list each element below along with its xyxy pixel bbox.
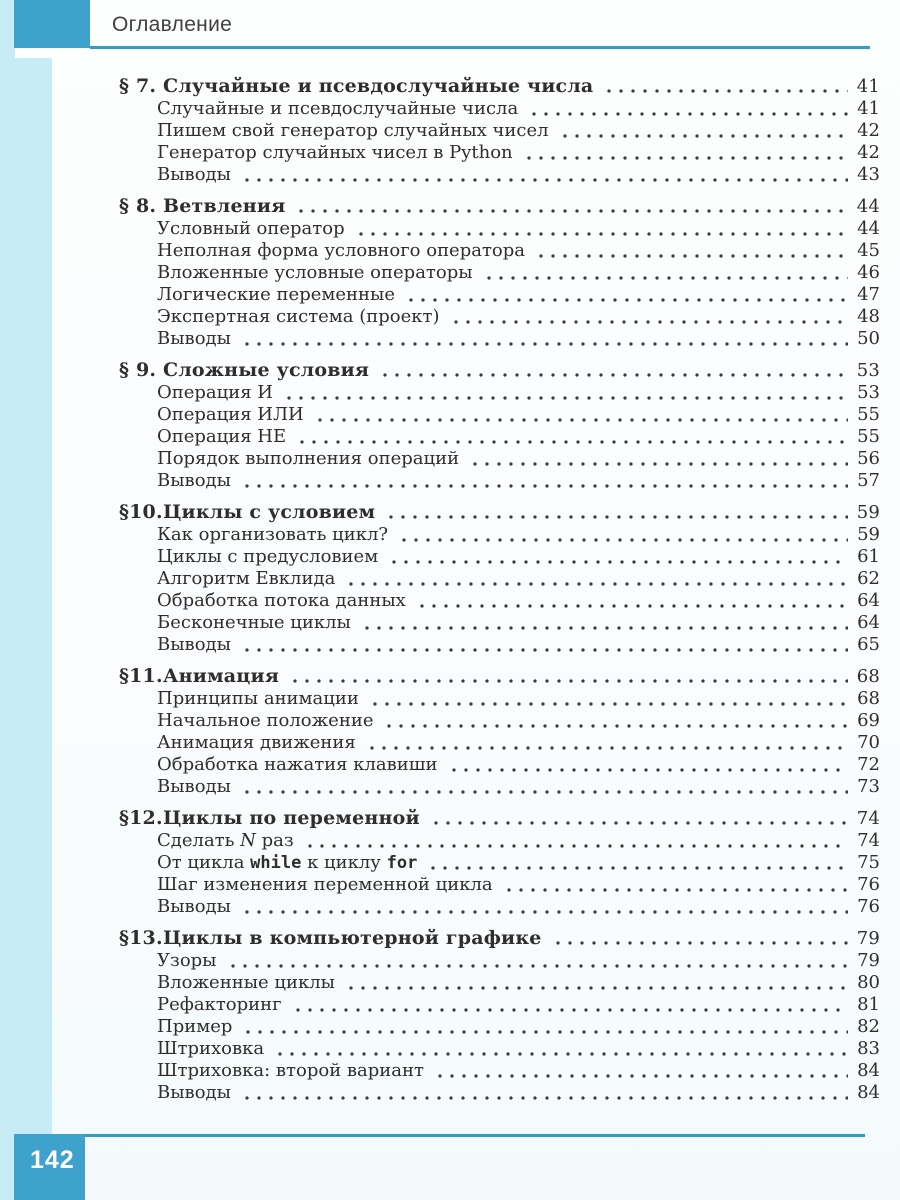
item-title: Операция И (157, 382, 274, 403)
toc-item (119, 546, 880, 568)
left-margin-strip (0, 58, 52, 1200)
section-label: §13. (119, 927, 163, 949)
dot-leader (353, 218, 848, 240)
toc-item (119, 590, 880, 612)
toc-item (119, 568, 880, 590)
item-page-number: 84 (857, 1060, 880, 1081)
dot-leader (448, 306, 848, 328)
item-title: Бесконечные циклы (157, 612, 351, 633)
item-title: Выводы (157, 896, 231, 917)
item-page-number: 56 (857, 448, 880, 469)
item-title: Выводы (157, 776, 231, 797)
item-title: Штриховка (157, 1038, 265, 1059)
item-page-number: 82 (857, 1016, 880, 1037)
item-page-number: 84 (857, 1082, 880, 1103)
item-title: Выводы (157, 328, 231, 349)
dot-leader (383, 500, 848, 524)
item-page-number: 55 (857, 426, 880, 447)
dot-leader (367, 688, 848, 710)
item-page-number: 61 (857, 546, 880, 567)
dot-leader (557, 120, 848, 142)
page-title: Оглавление (112, 13, 233, 36)
toc-item (119, 950, 880, 972)
toc-section (119, 926, 880, 1104)
dot-leader (533, 240, 848, 262)
section-title: Случайные и псевдослучайные числа (163, 75, 594, 97)
page-edge-strip (0, 0, 15, 62)
item-page-number: 57 (857, 470, 880, 491)
item-title: Операция ИЛИ (157, 404, 304, 425)
dot-leader (526, 98, 848, 120)
dot-leader (272, 1038, 848, 1060)
dot-leader (239, 776, 848, 798)
toc-item (119, 262, 880, 284)
item-title-segment: раз (255, 830, 294, 851)
toc-item (119, 328, 880, 350)
item-title: Выводы (157, 634, 231, 655)
toc (119, 74, 880, 1104)
item-page-number: 44 (857, 218, 880, 239)
toc-item (119, 688, 880, 710)
item-title: Порядок выполнения операций (157, 448, 460, 469)
item-title: Операция НЕ (157, 426, 287, 447)
dot-leader (293, 194, 848, 218)
item-title: Принципы анимации (157, 688, 359, 709)
toc-section-header (119, 806, 880, 830)
toc-section (119, 194, 880, 350)
header-rule (90, 46, 870, 49)
toc-section (119, 500, 880, 656)
toc-item (119, 404, 880, 426)
toc-item (119, 710, 880, 732)
dot-leader (239, 896, 848, 918)
dot-leader (521, 142, 848, 164)
item-title: Пишем свой генератор случайных чисел (157, 120, 549, 141)
toc-item (119, 1038, 880, 1060)
dot-leader (403, 284, 848, 306)
item-title-segment: for (386, 853, 418, 873)
dot-leader (239, 634, 848, 656)
section-page-number: 44 (856, 196, 880, 217)
item-title: Шаг изменения переменной цикла (157, 874, 493, 895)
dot-leader (396, 524, 848, 546)
toc-item (119, 852, 880, 874)
item-title: Рефакторинг (157, 994, 282, 1015)
header-corner-block (14, 0, 90, 48)
item-page-number: 42 (857, 142, 880, 163)
toc-item (119, 448, 880, 470)
dot-leader (414, 590, 848, 612)
toc-item (119, 896, 880, 918)
item-title (157, 852, 417, 874)
item-page-number: 68 (857, 688, 880, 709)
toc-item (119, 524, 880, 546)
item-page-number: 59 (857, 524, 880, 545)
toc-item (119, 1016, 880, 1038)
dot-leader (343, 972, 848, 994)
dot-leader (239, 328, 848, 350)
item-title: Неполная форма условного оператора (157, 240, 526, 261)
item-title-segment: От цикла (157, 852, 251, 873)
item-title-segment: к циклу (301, 852, 387, 873)
item-page-number: 76 (857, 874, 880, 895)
dot-leader (386, 546, 848, 568)
dot-leader (359, 612, 848, 634)
toc-section-header (119, 194, 880, 218)
section-title: Циклы с условием (163, 501, 376, 523)
section-page-number: 74 (856, 808, 880, 829)
section-label: §11. (119, 665, 163, 687)
dot-leader (239, 470, 848, 492)
dot-leader (501, 874, 848, 896)
item-page-number: 75 (857, 852, 880, 873)
toc-item (119, 142, 880, 164)
item-title: Выводы (157, 1082, 231, 1103)
item-title: Выводы (157, 470, 231, 491)
toc-item (119, 426, 880, 448)
dot-leader (550, 926, 848, 950)
item-page-number: 55 (857, 404, 880, 425)
section-title: Ветвления (163, 195, 286, 217)
dot-leader (240, 1016, 848, 1038)
toc-item (119, 994, 880, 1016)
item-page-number: 70 (857, 732, 880, 753)
item-title-segment: while (250, 853, 302, 873)
toc-item (119, 972, 880, 994)
page-number: 142 (30, 1146, 75, 1174)
item-title: Выводы (157, 164, 231, 185)
item-title: Обработка нажатия клавиши (157, 754, 438, 775)
section-page-number: 59 (856, 502, 880, 523)
item-title: Пример (157, 1016, 233, 1037)
dot-leader (239, 1082, 848, 1104)
item-page-number: 42 (857, 120, 880, 141)
dot-leader (302, 830, 848, 852)
section-title: Анимация (163, 665, 280, 687)
item-page-number: 46 (857, 262, 880, 283)
dot-leader (432, 1060, 848, 1082)
item-title: Вложенные условные операторы (157, 262, 473, 283)
toc-item (119, 382, 880, 404)
item-title: Обработка потока данных (157, 590, 406, 611)
section-title: Сложные условия (163, 359, 370, 381)
toc-item (119, 120, 880, 142)
item-page-number: 81 (857, 994, 880, 1015)
toc-item (119, 1082, 880, 1104)
toc-item (119, 612, 880, 634)
item-title: Экспертная система (проект) (157, 306, 440, 327)
toc-section (119, 74, 880, 186)
item-page-number: 73 (857, 776, 880, 797)
section-label: § 8. (119, 195, 157, 217)
dot-leader (377, 358, 848, 382)
item-title (157, 830, 294, 852)
footer-page-block (14, 1134, 85, 1200)
item-page-number: 76 (857, 896, 880, 917)
section-title: Циклы в компьютерной графике (163, 927, 542, 949)
section-label: §10. (119, 501, 163, 523)
section-page-number: 79 (856, 928, 880, 949)
item-page-number: 72 (857, 754, 880, 775)
section-label: §12. (119, 807, 163, 829)
item-title: Анимация движения (157, 732, 356, 753)
item-page-number: 69 (857, 710, 880, 731)
dot-leader (364, 732, 848, 754)
toc-item (119, 1060, 880, 1082)
item-title: Генератор случайных чисел в Python (157, 142, 513, 163)
item-page-number: 74 (857, 830, 880, 851)
toc-item (119, 830, 880, 852)
dot-leader (312, 404, 848, 426)
item-title: Вложенные циклы (157, 972, 335, 993)
toc-item (119, 218, 880, 240)
dot-leader (239, 164, 848, 186)
dot-leader (425, 852, 848, 874)
dot-leader (446, 754, 848, 776)
toc-item (119, 306, 880, 328)
toc-section (119, 664, 880, 798)
toc-item (119, 470, 880, 492)
toc-item (119, 732, 880, 754)
toc-item (119, 98, 880, 120)
item-page-number: 64 (857, 590, 880, 611)
item-title: Как организовать цикл? (157, 524, 389, 545)
item-title: Алгоритм Евклида (157, 568, 336, 589)
item-title: Случайные и псевдослучайные числа (157, 98, 519, 119)
dot-leader (481, 262, 848, 284)
toc-section-header (119, 358, 880, 382)
item-title-segment: N (240, 830, 256, 851)
item-page-number: 80 (857, 972, 880, 993)
dot-leader (381, 710, 848, 732)
toc-section-header (119, 500, 880, 524)
toc-item (119, 240, 880, 262)
item-page-number: 62 (857, 568, 880, 589)
toc-item (119, 634, 880, 656)
toc-section-header (119, 664, 880, 688)
item-title: Штриховка: второй вариант (157, 1060, 424, 1081)
item-title: Начальное положение (157, 710, 374, 731)
dot-leader (225, 950, 848, 972)
item-title: Узоры (157, 950, 217, 971)
section-page-number: 68 (856, 666, 880, 687)
toc-item (119, 776, 880, 798)
dot-leader (343, 568, 848, 590)
dot-leader (290, 994, 848, 1016)
section-page-number: 53 (856, 360, 880, 381)
item-page-number: 83 (857, 1038, 880, 1059)
toc-section-header (119, 74, 880, 98)
item-page-number: 79 (857, 950, 880, 971)
item-page-number: 65 (857, 634, 880, 655)
item-page-number: 64 (857, 612, 880, 633)
dot-leader (601, 74, 848, 98)
item-page-number: 43 (857, 164, 880, 185)
toc-section (119, 806, 880, 918)
toc-item (119, 754, 880, 776)
footer-rule (85, 1134, 865, 1137)
item-title: Логические переменные (157, 284, 395, 305)
item-page-number: 47 (857, 284, 880, 305)
toc-section-header (119, 926, 880, 950)
dot-leader (287, 664, 848, 688)
item-page-number: 53 (857, 382, 880, 403)
toc-item (119, 284, 880, 306)
item-page-number: 50 (857, 328, 880, 349)
item-title: Циклы с предусловием (157, 546, 379, 567)
section-page-number: 41 (856, 76, 880, 97)
item-page-number: 48 (857, 306, 880, 327)
toc-item (119, 164, 880, 186)
dot-leader (294, 426, 848, 448)
toc-section (119, 358, 880, 492)
dot-leader (428, 806, 848, 830)
section-title: Циклы по переменной (163, 807, 420, 829)
item-page-number: 45 (857, 240, 880, 261)
dot-leader (467, 448, 848, 470)
dot-leader (281, 382, 848, 404)
section-label: § 7. (119, 75, 157, 97)
item-title-segment: Сделать (157, 830, 241, 851)
toc-item (119, 874, 880, 896)
item-page-number: 41 (857, 98, 880, 119)
item-title: Условный оператор (157, 218, 345, 239)
section-label: § 9. (119, 359, 157, 381)
